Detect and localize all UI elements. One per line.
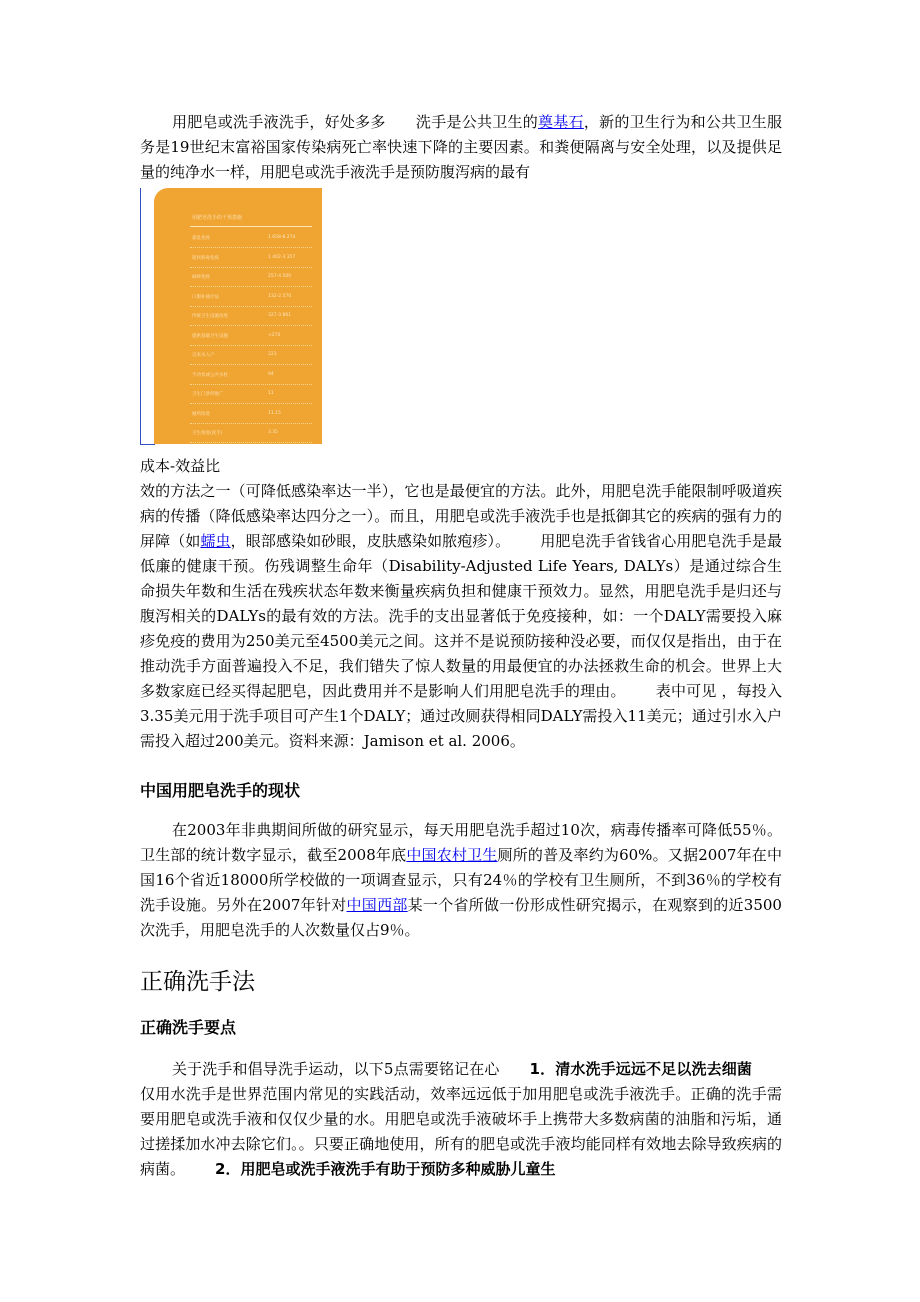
intro-title: 用肥皂或洗手液洗手，好处多多 [172, 113, 386, 131]
figure-row-value: 257-4 500 [268, 274, 292, 279]
link-cornerstone[interactable]: 奠基石 [538, 113, 584, 131]
section-heading-correct-handwashing: 正确洗手法 [140, 969, 255, 995]
link-worms[interactable]: 蠕虫 [200, 532, 231, 550]
figure-row-value: 3.35 [268, 430, 279, 435]
figure-row-label: 霍乱免疫 [192, 236, 210, 241]
figure-title: 用肥皂洗手的干预措施 [192, 215, 243, 221]
figure-row [190, 287, 312, 307]
figure-title-rule [190, 226, 312, 227]
figure-row [190, 423, 312, 443]
figure-row [190, 228, 312, 248]
figure-row-label: 口服补液疗法 [192, 294, 219, 300]
china-text-c: 某一个省所做一份形成性研究揭示，在观察到的近3500次洗手，用肥皂洗手的人次数量仅占9％。 [140, 896, 782, 939]
figure-row-label: 传统卫生设施改进 [192, 314, 228, 319]
figure-link-frame[interactable] [140, 188, 155, 445]
figure-row-label: 厕所改进 [192, 411, 210, 417]
figure-row-value: <270 [268, 332, 281, 338]
section-heading-china: 中国用肥皂洗手的现状 [140, 781, 301, 800]
china-paragraph [140, 818, 782, 943]
figure-row-value: 132-2 570 [268, 293, 292, 299]
figure-row-value: 1 658-8 274 [268, 235, 296, 240]
figure-row-label: 轮状病毒免疫 [192, 255, 219, 261]
figure-caption: 成本-效益比 [140, 457, 221, 475]
intro-paragraph [140, 110, 782, 185]
figure-row [190, 267, 312, 287]
china-text-b: 厕所的普及率约为60%。又据2007年在中国16个省近18000所学校做的一项调查显示，只有24％的学校有卫生厕所，不到36％的学校有洗手设施。另外在2007年针对 [140, 846, 782, 914]
cost-effectiveness-figure [140, 188, 782, 446]
link-china-rural-health[interactable]: 中国农村卫生 [406, 846, 498, 864]
figure-row-label: 自来水入户 [192, 353, 215, 358]
cost-effectiveness-table-image [154, 188, 322, 444]
body-text-a: 效的方法之一（可降低感染率达一半），它也是最便宜的方法。此外，用肥皂洗手能限制呼吸道疾病的传播（降低感染率达四分之一）。而且，用肥皂或洗手液洗手也是抵御其它的疾病的强有力的屏障（如 [140, 482, 782, 550]
key-points-paragraph [140, 1057, 782, 1182]
figure-row [190, 404, 312, 424]
figure-row-value: 223 [268, 352, 277, 357]
figure-row [190, 306, 312, 326]
key-points-text-b: 仅用水洗手是世界范围内常见的实践活动，效率远远低于加用肥皂或洗手液洗手。正确的洗手需要用肥皂或洗手液和仅仅少量的水。用肥皂或洗手液破坏手上携带大多数病菌的油脂和污垢，通过搓揉加水冲去除它们。。只要正确地使用，所有的肥皂或洗手液均能同样有效地去除导致疾病的病菌。 [140, 1085, 782, 1178]
figure-row-value: 327-3 861 [268, 313, 292, 318]
figure-row [190, 365, 312, 385]
key-points-text-a: 关于洗手和倡导洗手运动，以下5点需要铭记在心 [172, 1060, 500, 1078]
china-text-a: 在2003年非典期间所做的研究显示，每天用肥皂洗手超过10次，病毒传播率可降低55％。卫生部的统计数字显示，截至2008年底 [140, 821, 782, 864]
body-text-c: 用肥皂洗手省钱省心用肥皂洗手是最低廉的健康干预。伤残调整生命年（Disability-Adjusted Life Years, DALYs）是通过综合生命损失年数和生活在残疾状态年数来衡量疾病负担和健康干预效力。显然，用肥皂洗手是归还与腹泻相关的DALYs的最有效的方法。洗手的支出显著低于免疫接种，如：一个DALY需要投入麻疹免疫的费用为250美元至4500美元之间。这并不是说预防接种没必要，而仅仅是指出，由于在推动洗手方面普遍投入不足，我们错失了惊人数量的用最便宜的办法拯救生命的机会。世界上大多数家庭已经买得起肥皂，因此费用并不是影响人们用肥皂洗手的理由。 [140, 532, 782, 700]
point-2-heading: 2．用肥皂或洗手液洗手有助于预防多种威胁儿童生 [215, 1160, 556, 1178]
figure-row-label: 卫生门诊所推广 [192, 392, 224, 397]
intro-text-after-link: ，新的卫生行为和公共卫生服务是19世纪末富裕国家传染病死亡率快速下降的主要因素。和粪便隔离与安全处理，以及提供足量的纯净水一样，用肥皂或洗手液洗手是预防腹泻病的最有 [140, 113, 782, 181]
document-page [140, 110, 782, 1182]
figure-row-value: 11.15 [268, 410, 281, 416]
body-text-d: 表中可见 ，每投入3.35美元用于洗手项目可产生1个DALY；通过改厕获得相同DALY需投入11美元；通过引水入户需投入超过200美元。资料来源：Jamison et al. 2006。 [140, 682, 782, 750]
figure-row-label: 手动泵或公共水柱 [192, 372, 228, 378]
figure-row-value: 1 402-3 357 [268, 254, 296, 260]
figure-row [190, 326, 312, 346]
link-china-west[interactable]: 中国西部 [346, 896, 408, 914]
figure-row-label: 麻疹免疫 [192, 275, 210, 280]
body-paragraph [140, 479, 782, 754]
figure-row-value: 94 [268, 371, 274, 377]
figure-row-label: 提供基础卫生设施 [192, 333, 228, 339]
figure-row [190, 384, 312, 404]
point-1-heading: 1．清水洗手远远不足以洗去细菌 [529, 1060, 752, 1078]
figure-row [190, 248, 312, 268]
figure-row-label: 卫生推进(洗手) [192, 431, 223, 436]
body-text-b: ，眼部感染如砂眼，皮肤感染如脓疱疹）。 [230, 532, 511, 550]
figure-row [190, 345, 312, 365]
intro-text-before-link: 洗手是公共卫生的 [415, 113, 539, 131]
subheading-key-points: 正确洗手要点 [140, 1018, 237, 1037]
figure-row-value: 11 [268, 391, 274, 396]
